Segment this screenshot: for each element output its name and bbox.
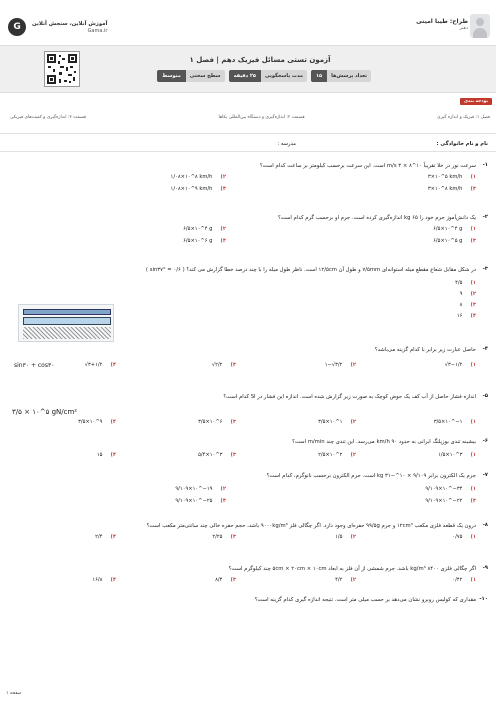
option[interactable]: ۲) ۴/۲ (335, 577, 356, 583)
brand-domain: Gama.ir (87, 27, 108, 34)
option[interactable]: ۱) ۴/۵ (455, 280, 476, 286)
option[interactable]: ۳) ۸/۴ (215, 577, 236, 583)
chapter-item: فصل ۱: فیزیک و اندازه گیری (437, 115, 490, 120)
option[interactable]: ۴) ۹/۱۰۹×۱۰^−۲۵ (175, 498, 226, 504)
option[interactable]: ۱) ۰/۷۵ (452, 534, 476, 540)
school-label: مدرسه : (277, 141, 296, 147)
option[interactable]: ۴) ۱۶ (456, 313, 476, 319)
option[interactable]: ۴) ۱۵ (96, 452, 116, 458)
question-text: اندازه فشار حاصل از آب کف یک حوض کوچک به صورت زیر گزارش شده است. اندازه این فشار در SI کدام است؟ (223, 394, 476, 400)
author-block (416, 18, 468, 31)
question-6 (8, 438, 488, 470)
option[interactable]: ۴) ۲/۴ (95, 534, 116, 540)
meta-key: سطح سختی (186, 70, 225, 82)
question-number: ۱۰- (479, 596, 488, 602)
option[interactable]: ۱) ۹/۱۰۹×۱۰^−۳۴ (425, 486, 476, 492)
question-number: ۸- (482, 522, 488, 528)
option[interactable]: ۲) ۱−√۳/۲ (324, 362, 356, 368)
question-number: ۴- (482, 346, 488, 352)
meta-question-count (311, 70, 371, 82)
top-bar (0, 0, 496, 46)
option[interactable]: ۳) ۲/۲۵ (212, 534, 236, 540)
exam-meta (157, 70, 371, 82)
question-number: ۵- (482, 393, 488, 399)
question-number: ۳- (482, 266, 488, 272)
rod-shape (23, 317, 111, 325)
meta-duration (229, 70, 307, 82)
author-sub: دهبر (459, 26, 468, 31)
option[interactable]: ۳) ۳/۵×۱۰^۶ (198, 419, 236, 425)
option[interactable]: ۴) ۶/۵×۱۰^۶ g (183, 238, 226, 244)
qr-code-icon (44, 51, 80, 87)
question-2 (8, 214, 488, 250)
option[interactable]: ۴) √۳+۱/۲ (84, 362, 116, 368)
option[interactable]: ۱) √۳−۱/۲ (444, 362, 476, 368)
budget-band (0, 96, 496, 134)
question-number: ۲- (482, 214, 488, 220)
option[interactable]: ۲) ۹/۱۰۹×۱۰^−۱۹ (175, 486, 226, 492)
question-text: مقداری که کولیس روبرو نشان می‌دهد بر حسب میلی متر است. نتیجه اندازه گیری کدام گزینه است؟ (254, 597, 476, 603)
question-number: ۱- (482, 162, 488, 168)
question-text: جرم یک الکترون برابر ۹/۱۰۹ × ۱۰^−۳۱ kg است. جرم الکترون برحسب نانوگرم، کدام است؟ (266, 473, 476, 479)
question-10 (8, 596, 488, 616)
question-1 (8, 162, 488, 198)
rod-ruler-figure (18, 304, 114, 342)
question-text: درون یک قطعه فلزی مکعب ۱۲cm³ و جرم ۹۹/۵g حفره‌ای وجود دارد. اگر چگالی فلز ۹۰۰۰kg/m³ باشد، حجم حفره خالی چند سانتی‌متر مکعب است؟ (146, 523, 476, 529)
author-name: طراح: طیبا امینی (416, 18, 468, 25)
question-7 (8, 472, 488, 512)
question-number: ۷- (482, 472, 488, 478)
brand-logo-icon: G (8, 18, 26, 36)
meta-value: ۲۵ دقیقه (229, 70, 261, 82)
name-label: نام و نام خانوادگی : (436, 141, 488, 147)
option[interactable]: ۳) ۵/۴×۱۰^۳ (198, 452, 236, 458)
option[interactable]: ۴) ۱۶/۸ (92, 577, 116, 583)
option[interactable]: ۲) ۳/۵×۱۰^۱ (318, 419, 356, 425)
page-footer: صفحه ۱ (6, 691, 22, 696)
option[interactable]: ۳) ۹/۱۰۹×۱۰^−۲۲ (425, 498, 476, 504)
option[interactable]: ۲) ۶/۵×۱۰^۴ g (183, 226, 226, 232)
question-text: یک دانش‌آموز جرم خود را ۶۵ kg اندازه‌گیری کرده است. جرم او برحسب گرم کدام است؟ (277, 215, 476, 221)
meta-key: تعداد پرسش‌ها (327, 70, 371, 82)
author-avatar (470, 14, 490, 38)
question-text: سرعت نور در خلا تقریباً ۱۰^۸ × ۳ m/s است. این سرعت برحسب کیلومتر بر ساعت کدام است؟ (259, 163, 476, 169)
avatar-head (476, 18, 484, 26)
exam-title: آزمون تستی مسائل فیزیک دهم | فصل ۱ (189, 56, 331, 64)
brand-text (32, 21, 107, 34)
question-5 (8, 393, 488, 435)
ground-hatch (23, 327, 111, 339)
option[interactable]: ۲) ۹ (459, 291, 476, 297)
option[interactable]: ۱) ۱/۵×۱۰^۳ (438, 452, 476, 458)
meta-difficulty (157, 70, 224, 82)
option[interactable]: ۱) ۳/۵×۱۰^−۱ (433, 419, 476, 425)
question-number: ۶- (482, 438, 488, 444)
option[interactable]: ۳) ۸ (459, 302, 476, 308)
question-text: اگر چگالی فلزی ۸۴۰۰ kg/m³ باشد. جرم شمشی از آن فلز به ابعاد ۵cm × ۲۰cm × ۱۰cm چند کیلوگرم است؟ (228, 566, 476, 572)
chapter-item: قسمت ۳: اندازه‌گیری و کمیت‌های فیزیکی (10, 115, 86, 120)
brand-tagline: آموزش آنلاین، سنجش آنلاین (32, 20, 108, 27)
option[interactable]: ۴) ۳/۵×۱۰^۹ (78, 419, 116, 425)
q5-pressure-value: ۳/۵ × ۱۰^۵ gN/cm² (12, 408, 78, 416)
ruler-shape (23, 309, 111, 315)
option[interactable]: ۱) ۳×۱۰^۵ km/h (427, 174, 476, 180)
question-number: ۹- (482, 565, 488, 571)
option[interactable]: ۴) ۱/۰۸×۱۰^۹ km/h (170, 186, 226, 192)
option[interactable]: ۱) ۶/۵×۱۰^۴ g (433, 226, 476, 232)
option[interactable]: ۱) ۰/۴۲ (452, 577, 476, 583)
question-8 (8, 522, 488, 560)
meta-value: متوسط (157, 70, 186, 82)
option[interactable]: ۲) ۱/۵ (335, 534, 356, 540)
question-text: در شکل مقابل شعاع مقطع میله استوانه‌ای ۷/۵mm و طول آن ۱۲/۵cm است. ناظر طول میله را با چند درصد خطا گزارش می کند؟ ( sin۳۷° = ۰/۶ ) (145, 267, 476, 273)
student-info-row (0, 136, 496, 152)
exam-header (0, 45, 496, 93)
option[interactable]: ۳) √۲/۲ (211, 362, 236, 368)
option[interactable]: ۲) ۱/۰۸×۱۰^۸ km/h (170, 174, 226, 180)
question-text: بیشینه تندی یوزپلنگ ایرانی به حدود ۹۰ km/h می‌رسد. این تندی چند m/min است؟ (292, 439, 476, 445)
chapter-item: قسمت ۲: اندازه‌گیری و دستگاه بین‌المللی یکاها (218, 115, 305, 120)
meta-key: مدت پاسخگویی (261, 70, 307, 82)
question-text: حاصل عبارت زیر برابر با کدام گزینه می‌باشد؟ (374, 347, 476, 353)
question-9 (8, 565, 488, 595)
brand-block[interactable] (8, 18, 107, 36)
option[interactable]: ۳) ۳×۱۰^۸ km/h (427, 186, 476, 192)
budget-tag: بودجه بندی (460, 98, 492, 105)
option[interactable]: ۳) ۶/۵×۱۰^۵ g (433, 238, 476, 244)
meta-value: ۱۵ (311, 70, 327, 82)
question-4 (8, 346, 488, 382)
option[interactable]: ۲) ۲/۵×۱۰^۲ (318, 452, 356, 458)
chapter-list (6, 115, 490, 120)
avatar-torso (473, 28, 487, 38)
q4-expression: sin۳۰ + cos۳۰ (14, 362, 55, 369)
